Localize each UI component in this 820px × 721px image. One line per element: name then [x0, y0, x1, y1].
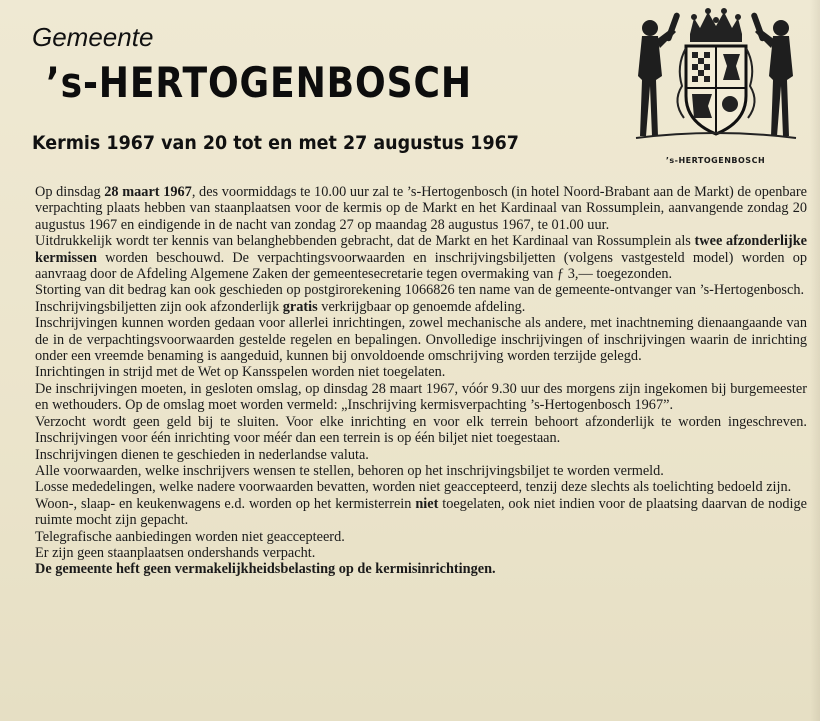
- crest-caption: ’s-HERTOGENBOSCH: [665, 156, 766, 165]
- paragraph-caravans: Woon-, slaap- en keukenwagens e.d. worden op het kermisterrein niet toegelaten, ook niet indien voor de plaatsing daarvan de nodige ruimte mocht zijn gepacht.: [35, 495, 807, 529]
- municipality-label: Gemeente: [32, 22, 154, 52]
- fair-dates-subtitle: Kermis 1967 van 20 tot en met 27 augustus 1967: [32, 132, 519, 154]
- auction-date: 28 maart 1967: [104, 184, 192, 200]
- paragraph-no-money: Verzocht wordt geen geld bij te sluiten. Voor elke inrichting en voor elk terrein behoort afzonderlijk te worden ingeschreven. Inschrijvingen voor één inrichting voor méér dan een terrein is op één biljet niet toegestaan.: [35, 413, 807, 447]
- paragraph-entries: Inschrijvingen kunnen worden gedaan voor allerlei inrichtingen, zowel mechanische als andere, met inachtneming dienaangaande van de in de verpachtingsvoorwaarden gestelde regelen en bepalingen. Onvolledige inschrijvingen of inschrijvingen waarin de inrichting onder een vreemde benaming is aangeduid, kunnen bij onvoldoende omschrijving worden terzijde gelegd.: [35, 315, 807, 365]
- paragraph-currency: Inschrijvingen dienen te geschieden in nederlandse valuta.: [35, 446, 369, 463]
- paragraph-conditions: Alle voorwaarden, welke inschrijvers wensen te stellen, behoren op het inschrijvingsbiljet te worden vermeld.: [35, 462, 664, 479]
- not-emphasis: niet: [415, 495, 439, 512]
- paragraph-loose-notes: Losse mededelingen, welke nadere voorwaarden bevatten, worden niet geaccepteerd, tenzij deze slechts als toelichting bedoeld zijn.: [35, 479, 792, 496]
- paragraph-separate-fairs: Uitdrukkelijk wordt ter kennis van belanghebbenden gebracht, dat de Markt en het Kardinaal van Rossumplein als twee afzonderlijke kermissen worden beschouwd. De verpachtingsvoorwaarden en inschrijvingsbiljetten (volgens vastgesteld model) worden op aanvraag door de Afdeling Algemene Zaken der gemeentesecretarie tegen overmaking van ƒ 3,— toegezonden.: [35, 233, 807, 283]
- paragraph-telegrams: Telegrafische aanbiedingen worden niet geaccepteerd.: [35, 528, 345, 545]
- announcement-body: [35, 184, 807, 578]
- paragraph-free-forms: Inschrijvingsbiljetten zijn ook afzonderlijk gratis verkrijgbaar op genoemde afdeling.: [35, 298, 526, 315]
- paragraph-payment: Storting van dit bedrag kan ook geschieden op postgirorekening 1066826 ten name van de gemeente-ontvanger van ’s-Hertogenbosch.: [35, 282, 805, 299]
- paragraph-auction-date: Op dinsdag 28 maart 1967, des voormiddags te 10.00 uur zal te ’s-Hertogenbosch (in hotel Noord-Brabant aan de Markt) de openbare verpachting plaats hebben van staanplaatsen voor de kermis op de Markt en het Kardinaal van Rossumplein, aanvangende zondag 20 augustus 1967 en eindigende in de nacht van zondag 27 op maandag 28 augustus 1967, te 01.00 uur.: [35, 184, 807, 233]
- paragraph-no-tax: De gemeente heft geen vermakelijkheidsbelasting op de kermisinrichtingen.: [35, 561, 496, 578]
- city-title: ’s-HERTOGENBOSCH: [46, 58, 472, 107]
- paragraph-deadline: De inschrijvingen moeten, in gesloten omslag, op dinsdag 28 maart 1967, vóór 9.30 uur des morgens zijn ingekomen bij burgemeester en wethouders. Op de omslag moet worden vermeld: „Inschrijving kermisverpachting ’s-Hertogenbosch 1967”.: [35, 380, 807, 414]
- separate-fairs-emphasis: twee afzonderlijke kermissen: [35, 233, 807, 266]
- page-edge-shadow: [810, 0, 820, 721]
- free-emphasis: gratis: [282, 298, 318, 315]
- paragraph-gambling-law: Inrichtingen in strijd met de Wet op Kansspelen worden niet toegelaten.: [35, 364, 446, 381]
- paragraph-no-private: Er zijn geen staanplaatsen ondershands verpacht.: [35, 544, 316, 561]
- coat-of-arms-icon: [628, 6, 803, 146]
